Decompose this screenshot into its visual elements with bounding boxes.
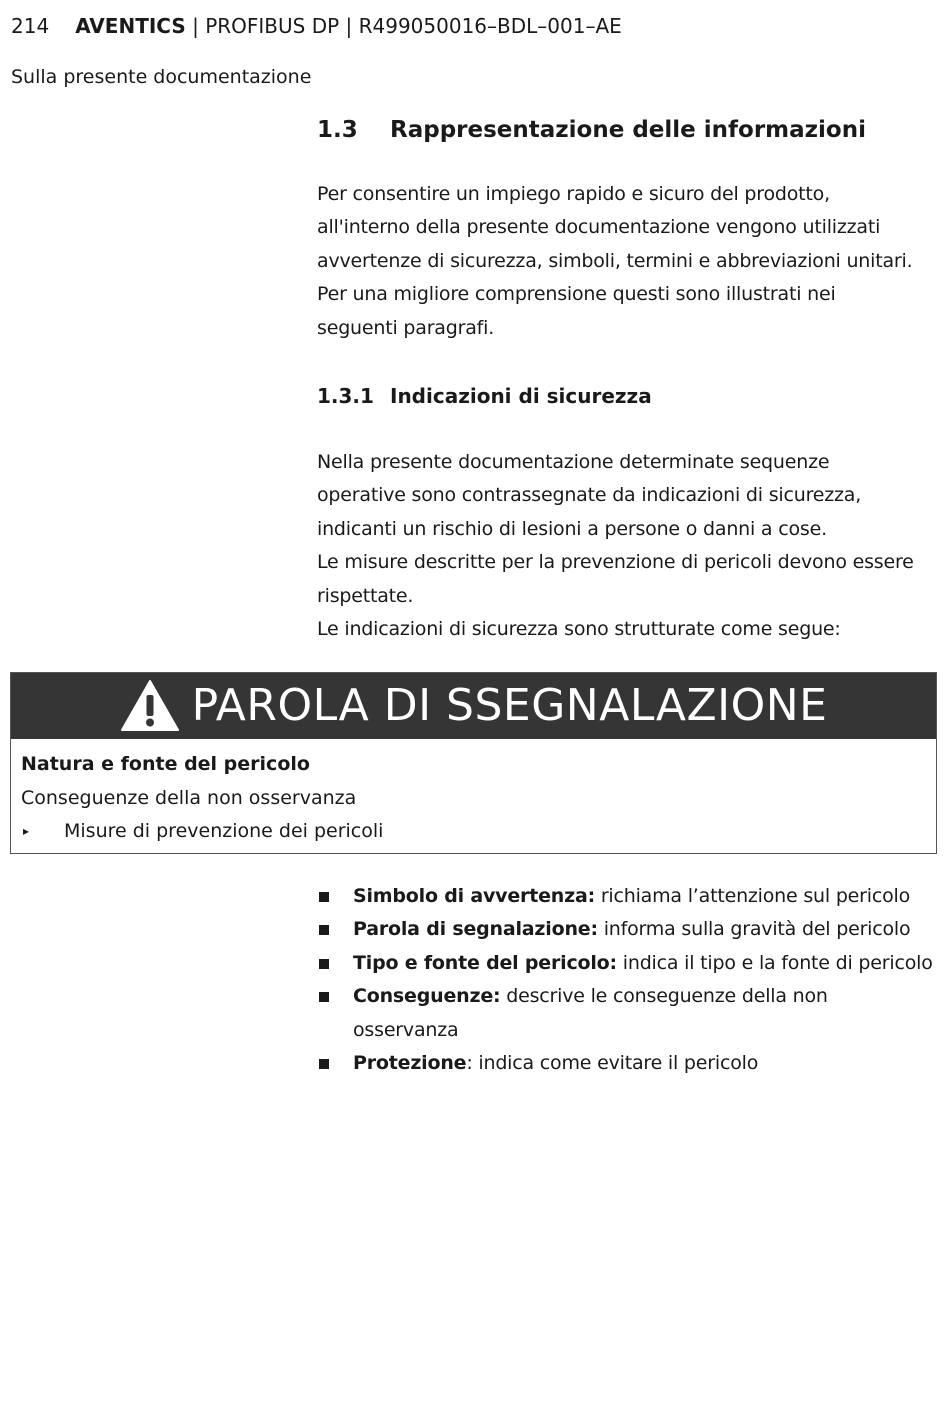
running-section-label: Sulla presente documentazione [11, 66, 312, 88]
square-bullet-icon [317, 1047, 353, 1080]
paragraph-line: rispettate. [317, 584, 414, 607]
paragraph-line: Le misure descritte per la prevenzione di pericoli devono essere [317, 551, 914, 574]
section-title: Rappresentazione delle informazioni [390, 117, 866, 143]
paragraph-line: Le indicazioni di sicurezza sono strutturate come segue: [317, 618, 841, 641]
legend-description: informa sulla gravità del pericolo [597, 918, 911, 941]
legend-term: Tipo e fonte del pericolo: [353, 951, 617, 974]
arrow-right-icon: ▸ [23, 824, 30, 838]
intro-paragraph [317, 178, 937, 345]
legend-description: indica il tipo e la fonte di pericolo [616, 951, 933, 974]
paragraph-line: avvertenze di sicurezza, simboli, termini e abbreviazioni unitari. [317, 249, 913, 272]
paragraph-line: Per consentire un impiego rapido e sicuro del prodotto, [317, 183, 830, 205]
paragraph-line: indicanti un rischio di lesioni a persone o danni a cose. [317, 517, 827, 540]
paragraph-line: seguenti paragrafi. [317, 316, 495, 339]
legend-description: : indica come evitare il pericolo [466, 1052, 759, 1075]
hazard-action-text: Misure di prevenzione dei pericoli [64, 820, 384, 842]
warning-triangle-icon [120, 679, 180, 733]
page-header [11, 12, 622, 40]
list-item [317, 947, 947, 980]
square-bullet-icon [317, 880, 353, 913]
hazard-consequences: Conseguenze della non osservanza [21, 786, 357, 809]
safety-paragraph [317, 446, 937, 646]
legend-term: Simbolo di avvertenza: [353, 885, 595, 907]
legend-list [317, 880, 947, 1080]
legend-term: Conseguenze: [353, 985, 501, 1008]
section-number: 1.3 [317, 117, 358, 143]
list-item [317, 1047, 947, 1080]
section-heading-1-3 [317, 114, 937, 146]
paragraph-line: Nella presente documentazione determinate sequenze [317, 451, 830, 473]
brand-name: AVENTICS [75, 14, 186, 38]
legend-description: richiama l’attenzione sul pericolo [594, 885, 911, 907]
subsection-number: 1.3.1 [317, 384, 374, 408]
safety-warning-box [10, 672, 937, 854]
warning-content [11, 739, 936, 849]
document-id: | PROFIBUS DP | R499050016–BDL–001–AE [185, 14, 622, 38]
hazard-nature: Natura e fonte del pericolo [21, 753, 310, 775]
paragraph-line: Per una migliore comprensione questi sono illustrati nei [317, 283, 836, 306]
paragraph-line: all'interno della presente documentazione vengono utilizzati [317, 216, 881, 239]
section-heading-1-3-1 [317, 381, 937, 411]
paragraph-line: operative sono contrassegnate da indicazioni di sicurezza, [317, 484, 862, 507]
legend-term: Protezione [353, 1052, 467, 1075]
subsection-title: Indicazioni di sicurezza [390, 384, 652, 408]
signal-word-bar [11, 673, 936, 739]
list-item [317, 880, 947, 913]
hazard-action [21, 815, 936, 849]
square-bullet-icon [317, 947, 353, 980]
legend-description-continued: osservanza [353, 1018, 459, 1041]
page-number: 214 [11, 14, 50, 38]
list-item [317, 913, 947, 946]
square-bullet-icon [317, 913, 353, 946]
square-bullet-icon [317, 980, 353, 1047]
legend-description: descrive le conseguenze della non [500, 985, 828, 1008]
legend-term: Parola di segnalazione: [353, 918, 598, 941]
signal-word: PAROLA DI SSEGNALAZIONE [191, 680, 828, 731]
list-item [317, 980, 947, 1047]
